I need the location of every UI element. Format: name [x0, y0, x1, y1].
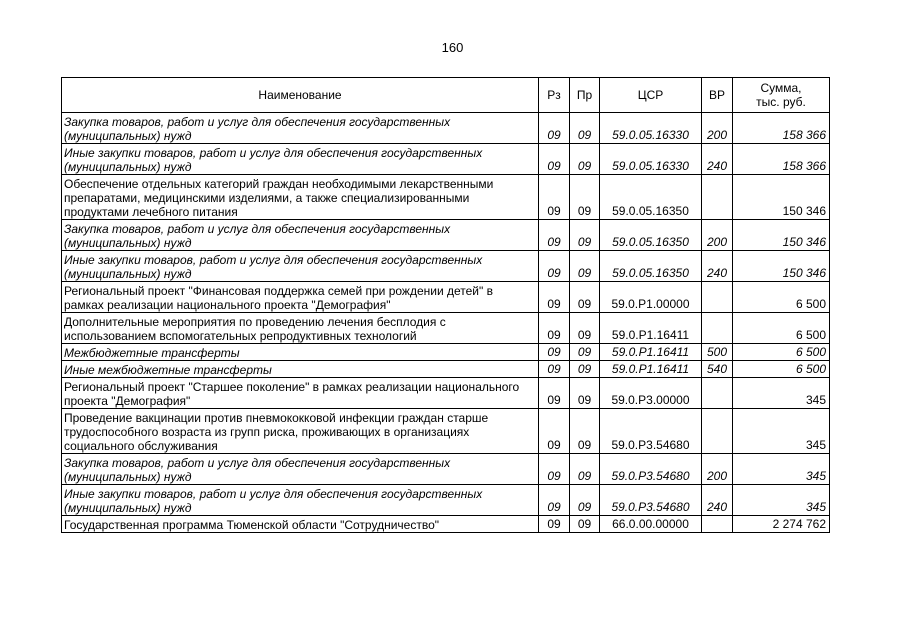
cell-name: Иные закупки товаров, работ и услуг для обеспечения государственных (муниципальных) нужд — [62, 251, 539, 282]
cell-vr — [702, 175, 733, 220]
cell-name: Региональный проект "Финансовая поддержка семей при рождении детей" в рамках реализации национального проекта "Демография" — [62, 282, 539, 313]
cell-pr: 09 — [570, 113, 600, 144]
table-row — [62, 516, 830, 533]
cell-name: Закупка товаров, работ и услуг для обеспечения государственных (муниципальных) нужд — [62, 113, 539, 144]
cell-name: Иные межбюджетные трансферты — [62, 361, 539, 378]
table-row — [62, 175, 830, 220]
table-row — [62, 454, 830, 485]
cell-rz: 09 — [539, 409, 570, 454]
cell-csr: 59.0.05.16330 — [600, 144, 702, 175]
cell-pr: 09 — [570, 144, 600, 175]
table-row — [62, 113, 830, 144]
cell-vr — [702, 378, 733, 409]
cell-sum: 345 — [733, 485, 830, 516]
cell-rz: 09 — [539, 516, 570, 533]
cell-rz: 09 — [539, 113, 570, 144]
cell-csr: 59.0.05.16330 — [600, 113, 702, 144]
cell-pr: 09 — [570, 361, 600, 378]
cell-csr: 59.0.Р1.00000 — [600, 282, 702, 313]
cell-csr: 59.0.Р1.16411 — [600, 344, 702, 361]
column-header-vr: ВР — [702, 78, 733, 113]
cell-csr: 59.0.Р3.00000 — [600, 378, 702, 409]
cell-vr: 240 — [702, 144, 733, 175]
cell-rz: 09 — [539, 144, 570, 175]
table-row — [62, 361, 830, 378]
cell-csr: 66.0.00.00000 — [600, 516, 702, 533]
table-row — [62, 485, 830, 516]
table-row — [62, 282, 830, 313]
cell-rz: 09 — [539, 251, 570, 282]
table-header-row — [62, 78, 830, 113]
budget-table — [61, 77, 830, 533]
cell-rz: 09 — [539, 485, 570, 516]
cell-csr: 59.0.Р3.54680 — [600, 409, 702, 454]
table-row — [62, 220, 830, 251]
cell-sum: 6 500 — [733, 282, 830, 313]
cell-sum: 6 500 — [733, 361, 830, 378]
page-number: 160 — [441, 40, 464, 55]
cell-rz: 09 — [539, 313, 570, 344]
cell-csr: 59.0.05.16350 — [600, 251, 702, 282]
cell-rz: 09 — [539, 220, 570, 251]
cell-name: Иные закупки товаров, работ и услуг для обеспечения государственных (муниципальных) нужд — [62, 144, 539, 175]
column-header-pr: Пр — [570, 78, 600, 113]
cell-csr: 59.0.Р1.16411 — [600, 313, 702, 344]
cell-vr: 200 — [702, 113, 733, 144]
cell-name: Обеспечение отдельных категорий граждан необходимыми лекарственными препаратами, медицинскими изделиями, а также специализированными продуктами лечебного питания — [62, 175, 539, 220]
cell-pr: 09 — [570, 454, 600, 485]
table-row — [62, 378, 830, 409]
cell-pr: 09 — [570, 251, 600, 282]
column-header-rz: Рз — [539, 78, 570, 113]
cell-sum: 2 274 762 — [733, 516, 830, 533]
column-header-sum — [733, 78, 830, 113]
cell-rz: 09 — [539, 361, 570, 378]
cell-csr: 59.0.05.16350 — [600, 220, 702, 251]
cell-name: Иные закупки товаров, работ и услуг для обеспечения государственных (муниципальных) нужд — [62, 485, 539, 516]
table-row — [62, 144, 830, 175]
cell-csr: 59.0.Р3.54680 — [600, 454, 702, 485]
table-row — [62, 313, 830, 344]
cell-vr: 500 — [702, 344, 733, 361]
cell-name: Закупка товаров, работ и услуг для обеспечения государственных (муниципальных) нужд — [62, 454, 539, 485]
cell-vr — [702, 282, 733, 313]
column-header-name: Наименование — [62, 78, 539, 113]
cell-rz: 09 — [539, 344, 570, 361]
table-row — [62, 409, 830, 454]
cell-sum: 150 346 — [733, 175, 830, 220]
cell-rz: 09 — [539, 454, 570, 485]
column-header-sum-line2: тыс. руб. — [756, 95, 806, 109]
cell-csr: 59.0.Р3.54680 — [600, 485, 702, 516]
cell-csr: 59.0.05.16350 — [600, 175, 702, 220]
cell-vr — [702, 516, 733, 533]
cell-pr: 09 — [570, 344, 600, 361]
cell-pr: 09 — [570, 175, 600, 220]
table-row — [62, 344, 830, 361]
cell-csr: 59.0.Р1.16411 — [600, 361, 702, 378]
cell-sum: 6 500 — [733, 344, 830, 361]
cell-sum: 6 500 — [733, 313, 830, 344]
cell-pr: 09 — [570, 409, 600, 454]
cell-pr: 09 — [570, 313, 600, 344]
cell-vr: 540 — [702, 361, 733, 378]
cell-sum: 345 — [733, 378, 830, 409]
cell-rz: 09 — [539, 378, 570, 409]
column-header-csr: ЦСР — [600, 78, 702, 113]
cell-vr: 240 — [702, 251, 733, 282]
column-header-sum-line1: Сумма, — [760, 81, 802, 95]
cell-vr: 240 — [702, 485, 733, 516]
table-body — [62, 113, 830, 533]
cell-pr: 09 — [570, 220, 600, 251]
cell-rz: 09 — [539, 282, 570, 313]
cell-pr: 09 — [570, 516, 600, 533]
cell-sum: 158 366 — [733, 144, 830, 175]
cell-name: Проведение вакцинации против пневмококковой инфекции граждан старше трудоспособного возраста из групп риска, проживающих в организациях социального обслуживания — [62, 409, 539, 454]
table-row — [62, 251, 830, 282]
cell-rz: 09 — [539, 175, 570, 220]
cell-name: Закупка товаров, работ и услуг для обеспечения государственных (муниципальных) нужд — [62, 220, 539, 251]
cell-sum: 150 346 — [733, 251, 830, 282]
cell-pr: 09 — [570, 378, 600, 409]
cell-pr: 09 — [570, 282, 600, 313]
cell-vr — [702, 409, 733, 454]
cell-name: Региональный проект "Старшее поколение" в рамках реализации национального проекта "Демография" — [62, 378, 539, 409]
cell-vr: 200 — [702, 220, 733, 251]
cell-sum: 345 — [733, 409, 830, 454]
cell-pr: 09 — [570, 485, 600, 516]
cell-name: Государственная программа Тюменской области "Сотрудничество" — [62, 516, 539, 533]
cell-name: Дополнительные мероприятия по проведению лечения бесплодия с использованием вспомогательных репродуктивных технологий — [62, 313, 539, 344]
cell-vr: 200 — [702, 454, 733, 485]
cell-sum: 345 — [733, 454, 830, 485]
cell-name: Межбюджетные трансферты — [62, 344, 539, 361]
cell-sum: 150 346 — [733, 220, 830, 251]
cell-vr — [702, 313, 733, 344]
cell-sum: 158 366 — [733, 113, 830, 144]
